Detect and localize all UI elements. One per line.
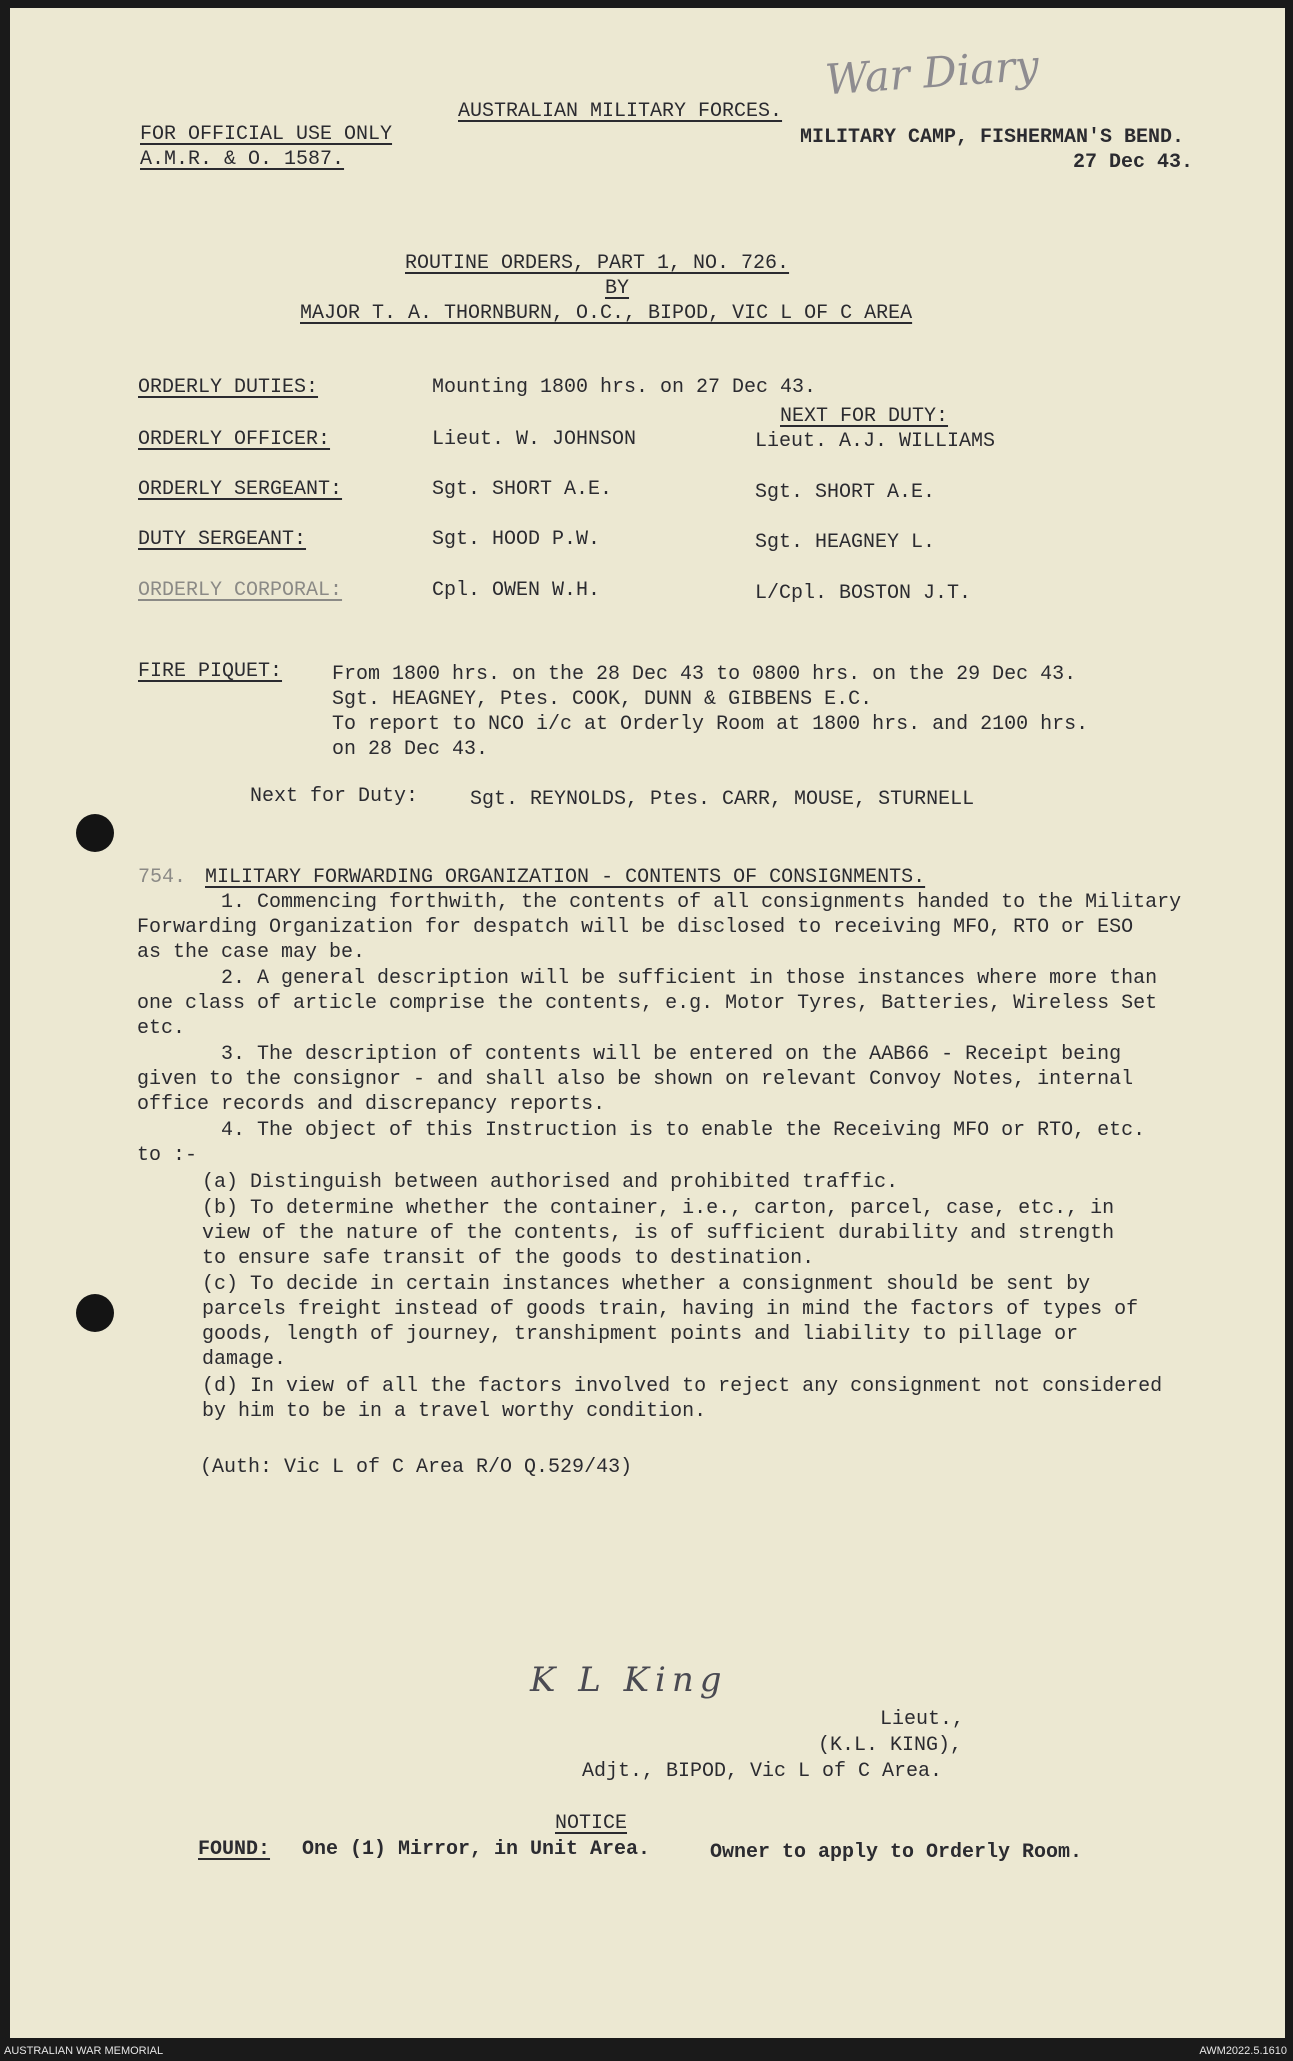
fire-piquet-line: To report to NCO i/c at Orderly Room at 1800 hrs. and 2100 hrs. (332, 713, 1089, 736)
fire-piquet-next-label: Next for Duty: (250, 785, 419, 808)
duty-row-next: Lieut. A.J. WILLIAMS (755, 430, 996, 453)
section-item: (b) To determine whether the container, i.e., carton, parcel, case, etc., in view of the nature of the contents, is of sufficient durability and strength to ensure safe transit of the goods to destination. (202, 1197, 1115, 1270)
orderly-duties-value: Mounting 1800 hrs. on 27 Dec 43. (432, 376, 817, 399)
section-item: (a) Distinguish between authorised and prohibited traffic. (202, 1171, 899, 1194)
duty-row-next: L/Cpl. BOSTON J.T. (755, 582, 972, 605)
notice-found-label: FOUND: (198, 1838, 271, 1861)
duty-row-next: Sgt. SHORT A.E. (755, 481, 936, 504)
punch-hole (76, 1294, 114, 1332)
duty-row-current: Sgt. HOOD P.W. (432, 528, 601, 551)
footer-reference: AWM2022.5.1610 (1199, 2045, 1287, 2057)
notice-title: NOTICE (555, 1812, 628, 1835)
duty-row-label: ORDERLY SERGEANT: (138, 478, 343, 501)
footer-credit: AUSTRALIAN WAR MEMORIAL (4, 2045, 164, 2057)
amr-reference: A.M.R. & O. 1587. (140, 148, 345, 171)
section-paragraph: 3. The description of contents will be entered on the AAB66 - Receipt being given to the consignor - and shall also be shown on relevant Convoy Notes, internal office records and discrepancy reports. (137, 1043, 1134, 1116)
fire-piquet-line: Sgt. HEAGNEY, Ptes. COOK, DUNN & GIBBENS E.C. (332, 688, 873, 711)
section-paragraph: 2. A general description will be sufficient in those instances where more than one class of article comprise the contents, e.g. Motor Tyres, Batteries, Wireless Set etc. (137, 967, 1158, 1040)
section-heading: MILITARY FORWARDING ORGANIZATION - CONTENTS OF CONSIGNMENTS. (205, 866, 926, 889)
signature-rank: Lieut., (880, 1708, 965, 1731)
header-location: MILITARY CAMP, FISHERMAN'S BEND. (800, 126, 1185, 149)
section-item: (c) To decide in certain instances whether a consignment should be sent by parcels freight instead of goods train, having in mind the factors of types of goods, length of journey, transhipment points and liability to pillage or damage. (202, 1273, 1139, 1371)
orders-by: BY (605, 277, 630, 300)
orderly-duties-label: ORDERLY DUTIES: (138, 376, 319, 399)
fire-piquet-next-value: Sgt. REYNOLDS, Ptes. CARR, MOUSE, STURNELL (470, 788, 975, 811)
header-date: 27 Dec 43. (1073, 151, 1194, 174)
punch-hole (76, 814, 114, 852)
section-number: 754. (138, 866, 187, 889)
duty-row-label: ORDERLY OFFICER: (138, 428, 331, 451)
header-title: AUSTRALIAN MILITARY FORCES. (458, 100, 783, 123)
notice-action: Owner to apply to Orderly Room. (710, 1841, 1083, 1864)
duty-row-label: DUTY SERGEANT: (138, 528, 307, 551)
fire-piquet-label: FIRE PIQUET: (138, 660, 283, 683)
duty-row-current: Cpl. OWEN W.H. (432, 579, 601, 602)
notice-text: One (1) Mirror, in Unit Area. (302, 1838, 651, 1861)
signature-name: (K.L. KING), (818, 1734, 963, 1757)
signature-scrawl: K L King (530, 1660, 728, 1700)
orders-title: ROUTINE ORDERS, PART 1, NO. 726. (405, 252, 790, 275)
duty-row-label: ORDERLY CORPORAL: (138, 579, 343, 602)
signature-appointment: Adjt., BIPOD, Vic L of C Area. (582, 1760, 943, 1783)
duty-row-next: Sgt. HEAGNEY L. (755, 531, 936, 554)
fire-piquet-line: From 1800 hrs. on the 28 Dec 43 to 0800 hrs. on the 29 Dec 43. (332, 663, 1077, 686)
document-page (10, 8, 1285, 2038)
fire-piquet-line: on 28 Dec 43. (332, 738, 489, 761)
handwritten-war-diary: War Diary (823, 40, 1041, 105)
duty-row-current: Sgt. SHORT A.E. (432, 478, 613, 501)
section-paragraph: 4. The object of this Instruction is to enable the Receiving MFO or RTO, etc. to :- (137, 1119, 1146, 1167)
official-use-label: FOR OFFICIAL USE ONLY (140, 123, 393, 146)
orders-major: MAJOR T. A. THORNBURN, O.C., BIPOD, VIC L OF C AREA (300, 302, 913, 325)
next-for-duty-header: NEXT FOR DUTY: (780, 405, 949, 428)
section-paragraph: 1. Commencing forthwith, the contents of all consignments handed to the Military Forwarding Organization for despatch will be disclosed to receiving MFO, RTO or ESO as the case may be. (137, 891, 1182, 964)
section-authority: (Auth: Vic L of C Area R/O Q.529/43) (200, 1456, 633, 1479)
section-item: (d) In view of all the factors involved to reject any consignment not considered by him to be in a travel worthy condition. (202, 1375, 1163, 1423)
duty-row-current: Lieut. W. JOHNSON (432, 428, 637, 451)
